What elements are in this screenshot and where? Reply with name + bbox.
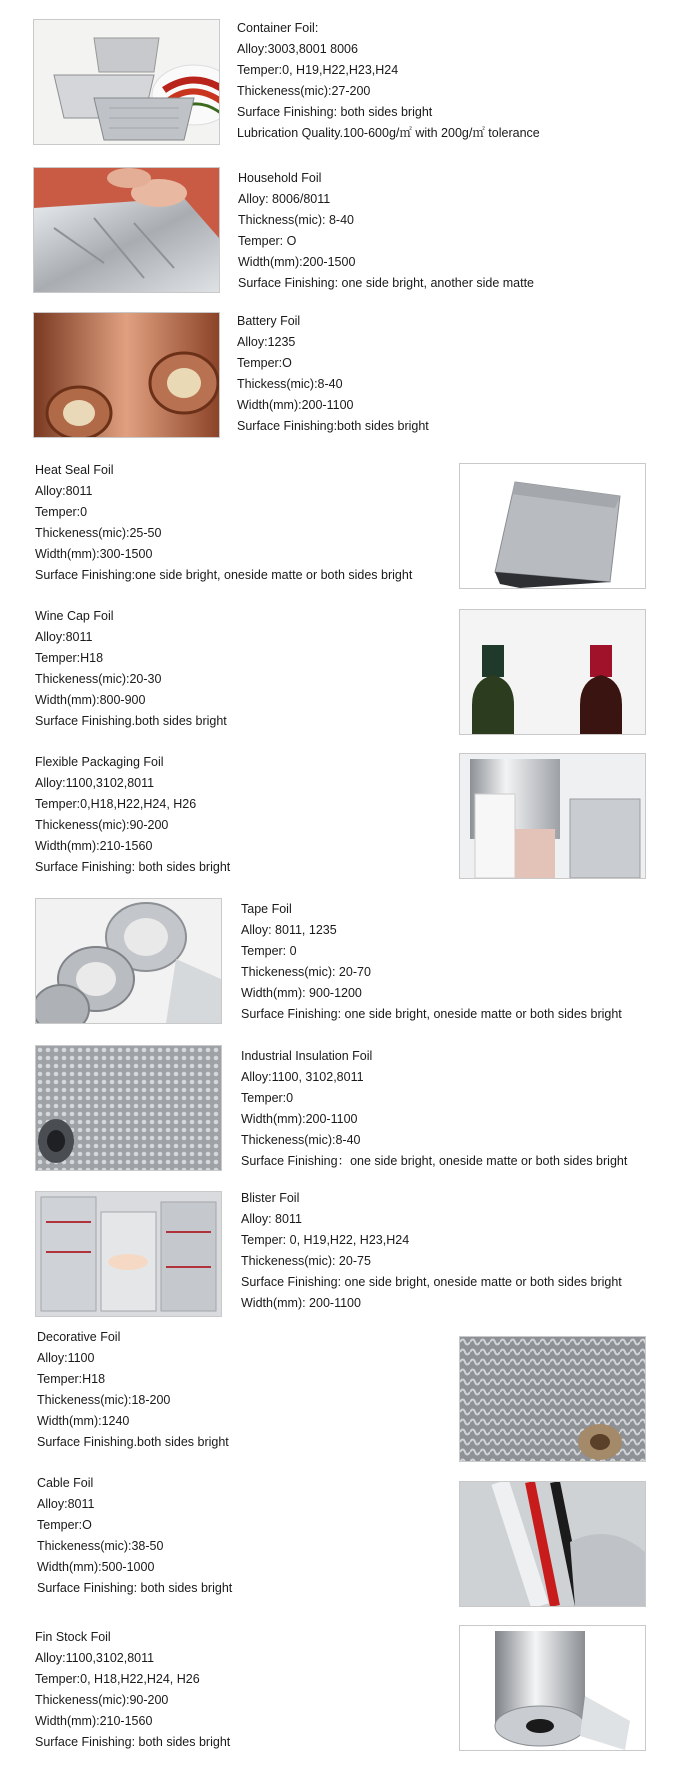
spec-line: Width(mm):210-1560 <box>35 839 153 853</box>
spec-line: Alloy:8011 <box>35 630 93 644</box>
spec-line: Alloy:8011 <box>37 1497 95 1511</box>
decorative-foil-specs <box>37 1327 229 1453</box>
spec-line: Width(mm):800-900 <box>35 693 146 707</box>
spec-line: Temper: 0, H19,H22, H23,H24 <box>241 1233 410 1247</box>
spec-line: Thickeness(mic):90-200 <box>35 1693 169 1707</box>
spec-line: Temper:0, H19,H22,H23,H24 <box>237 63 399 77</box>
spec-line: Surface Finishing: one side bright, oneside matte or both sides bright <box>241 1007 622 1021</box>
spec-line: Alloy:1100,3102,8011 <box>35 776 155 790</box>
tape-foil-photo <box>35 898 222 1024</box>
household-foil-specs <box>238 168 534 294</box>
battery-foil-specs <box>237 311 429 437</box>
flexible-packaging-foil-specs <box>35 752 230 878</box>
spec-line: Surface Finishing:one side bright, oneside matte or both sides bright <box>35 568 413 582</box>
household-foil-photo <box>33 167 220 293</box>
spec-line: Width(mm):200-1500 <box>238 255 356 269</box>
spec-line: Alloy:3003,8001 8006 <box>237 42 358 56</box>
product-title: Fin Stock Foil <box>35 1630 111 1644</box>
product-title: Tape Foil <box>241 902 292 916</box>
spec-line: Thickeness(mic):18-200 <box>37 1393 171 1407</box>
battery-foil-photo <box>33 312 220 438</box>
spec-line: Temper:0 <box>241 1091 294 1105</box>
product-title: Container Foil: <box>237 21 319 35</box>
spec-line: Temper:O <box>237 356 292 370</box>
container-foil-photo <box>33 19 220 145</box>
spec-line: Width(mm):300-1500 <box>35 547 153 561</box>
spec-line: Thickness(mic): 8-40 <box>238 213 354 227</box>
spec-line: Alloy:1100 <box>37 1351 95 1365</box>
spec-line: Alloy:1100, 3102,8011 <box>241 1070 364 1084</box>
spec-line: Surface Finishing：one side bright, oneside matte or both sides bright <box>241 1154 628 1168</box>
spec-line: Thickeness(mic):90-200 <box>35 818 169 832</box>
decorative-foil-photo <box>459 1336 646 1462</box>
industrial-insulation-foil-photo <box>35 1045 222 1171</box>
spec-line: Width(mm): 900-1200 <box>241 986 362 1000</box>
fin-stock-foil-specs <box>35 1627 230 1753</box>
industrial-insulation-foil-specs <box>241 1046 627 1172</box>
spec-line: Surface Finishing: one side bright, another side matte <box>238 276 535 290</box>
spec-line: Surface Finishing.both sides bright <box>37 1435 229 1449</box>
cable-foil-photo <box>459 1481 646 1607</box>
spec-line: Alloy: 8011 <box>241 1212 302 1226</box>
spec-line: Thickeness(mic):38-50 <box>37 1539 164 1553</box>
spec-line: Surface Finishing:both sides bright <box>237 419 429 433</box>
spec-line: Temper:H18 <box>35 651 104 665</box>
product-title: Flexible Packaging Foil <box>35 755 164 769</box>
spec-line: Alloy:1235 <box>237 335 296 349</box>
spec-line: Temper:O <box>37 1518 92 1532</box>
spec-line: Lubrication Quality.100-600g/㎡ with 200g/㎡ tolerance <box>237 126 540 140</box>
spec-line: Thickeness(mic):20-30 <box>35 672 162 686</box>
product-title: Battery Foil <box>237 314 301 328</box>
cable-foil-specs <box>37 1473 232 1599</box>
spec-line: Temper:0,H18,H22,H24, H26 <box>35 797 197 811</box>
spec-line: Thickeness(mic):27-200 <box>237 84 371 98</box>
spec-line: Alloy:1100,3102,8011 <box>35 1651 155 1665</box>
spec-line: Surface Finishing: one side bright, oneside matte or both sides bright <box>241 1275 622 1289</box>
spec-line: Surface Finishing: both sides bright <box>35 860 231 874</box>
spec-line: Thickeness(mic): 20-70 <box>241 965 371 979</box>
spec-line: Thickess(mic):8-40 <box>237 377 343 391</box>
product-title: Decorative Foil <box>37 1330 121 1344</box>
spec-line: Thickeness(mic):8-40 <box>241 1133 361 1147</box>
spec-line: Surface Finishing: both sides bright <box>37 1581 233 1595</box>
product-title: Industrial Insulation Foil <box>241 1049 373 1063</box>
wine-cap-foil-specs <box>35 606 227 732</box>
spec-line: Temper: O <box>238 234 297 248</box>
spec-line: Width(mm):200-1100 <box>237 398 354 412</box>
spec-line: Width(mm):200-1100 <box>241 1112 358 1126</box>
spec-line: Alloy:8011 <box>35 484 93 498</box>
product-title: Heat Seal Foil <box>35 463 114 477</box>
container-foil-specs <box>237 18 540 144</box>
spec-line: Temper:0 <box>35 505 88 519</box>
fin-stock-foil-photo <box>459 1625 646 1751</box>
spec-line: Alloy: 8006/8011 <box>238 192 331 206</box>
heat-seal-foil-photo <box>459 463 646 589</box>
spec-line: Surface Finishing.both sides bright <box>35 714 227 728</box>
spec-line: Width(mm):210-1560 <box>35 1714 153 1728</box>
product-title: Blister Foil <box>241 1191 300 1205</box>
spec-line: Surface Finishing: both sides bright <box>237 105 433 119</box>
spec-line: Width(mm):1240 <box>37 1414 130 1428</box>
spec-line: Thickeness(mic): 20-75 <box>241 1254 371 1268</box>
spec-line: Surface Finishing: both sides bright <box>35 1735 231 1749</box>
blister-foil-photo <box>35 1191 222 1317</box>
wine-cap-foil-photo <box>459 609 646 735</box>
product-title: Household Foil <box>238 171 322 185</box>
tape-foil-specs <box>241 899 622 1025</box>
spec-line: Temper: 0 <box>241 944 297 958</box>
spec-line: Alloy: 8011, 1235 <box>241 923 337 937</box>
spec-line: Width(mm):500-1000 <box>37 1560 155 1574</box>
spec-line: Temper:H18 <box>37 1372 106 1386</box>
spec-line: Thickeness(mic):25-50 <box>35 526 162 540</box>
product-title: Cable Foil <box>37 1476 94 1490</box>
blister-foil-specs <box>241 1188 622 1314</box>
flexible-packaging-foil-photo <box>459 753 646 879</box>
spec-line: Width(mm): 200-1100 <box>241 1296 361 1310</box>
spec-line: Temper:0, H18,H22,H24, H26 <box>35 1672 200 1686</box>
heat-seal-foil-specs <box>35 460 412 586</box>
product-title: Wine Cap Foil <box>35 609 114 623</box>
